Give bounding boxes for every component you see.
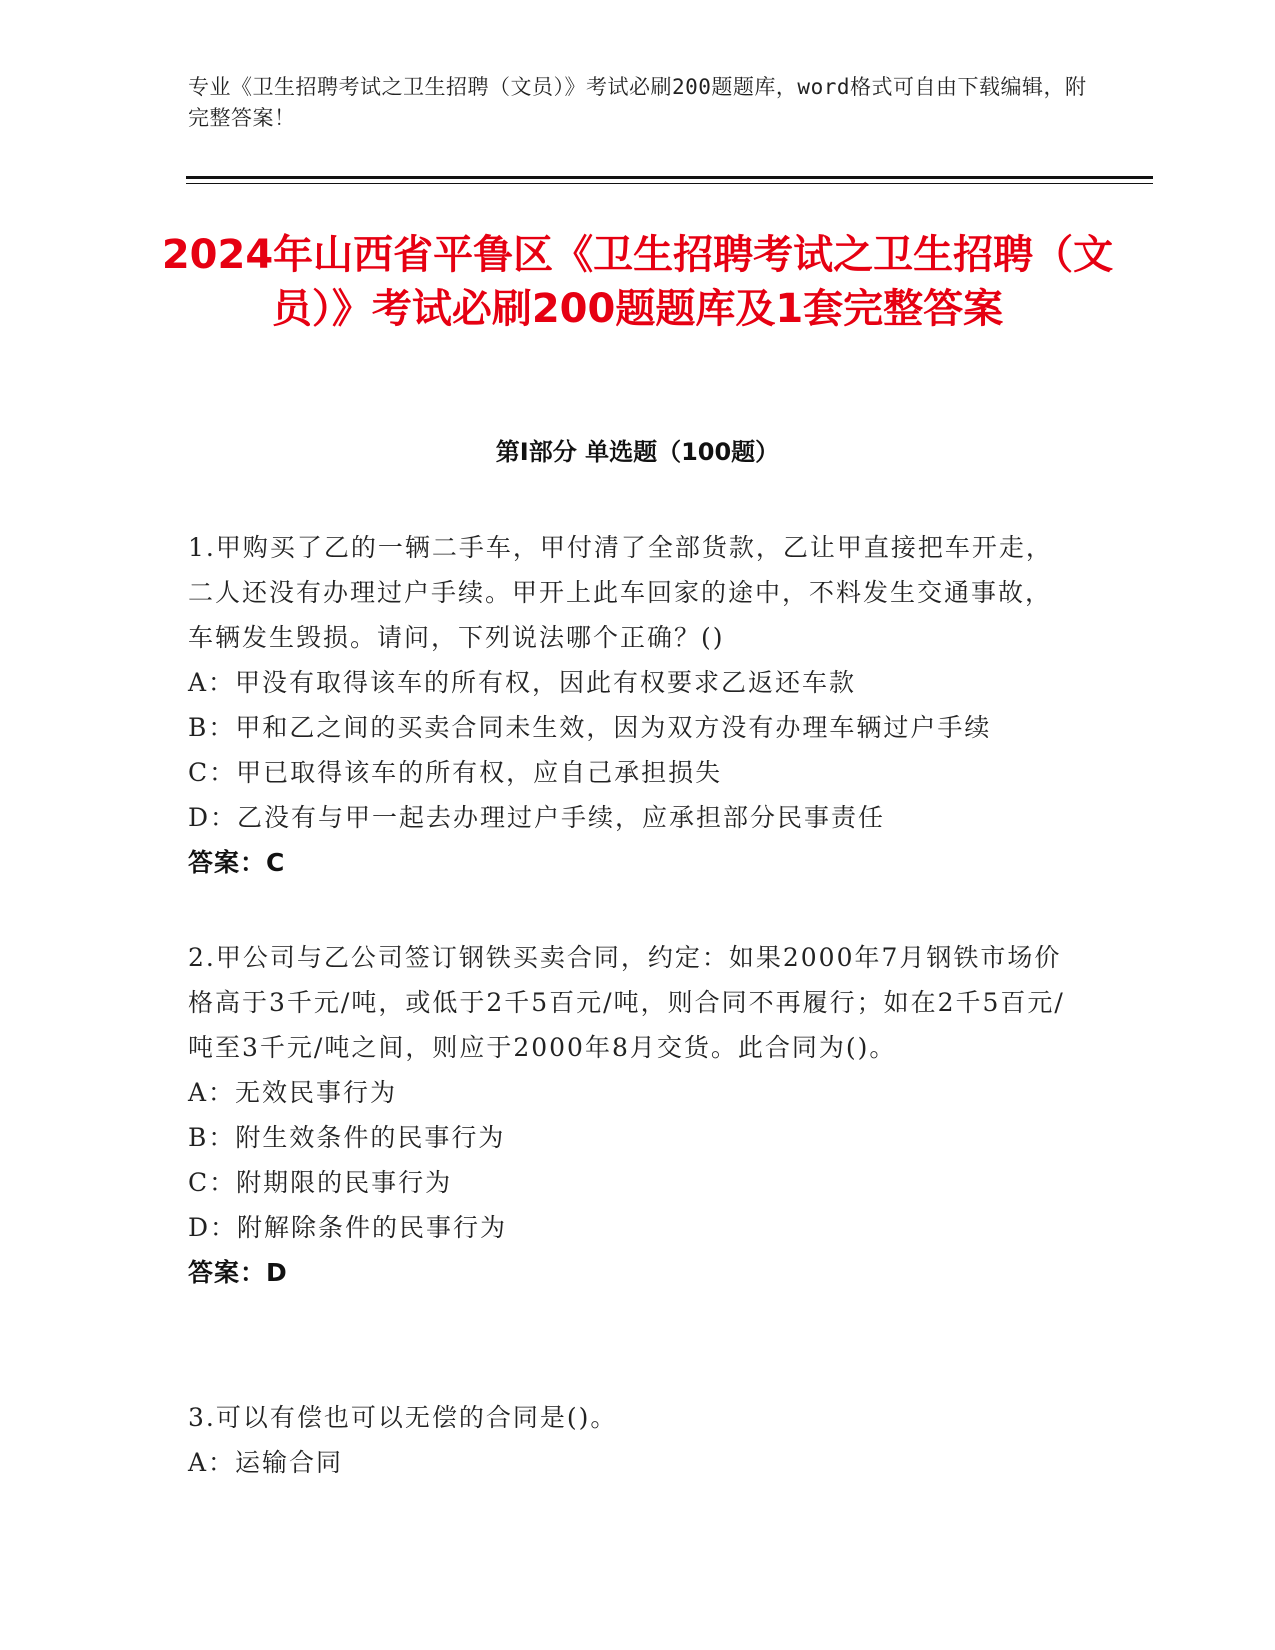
header-note: 专业《卫生招聘考试之卫生招聘（文员）》考试必刷200题题库，word格式可自由下载编辑，附完整答案！ [188, 75, 1087, 130]
question-2 [188, 935, 1068, 1295]
option-c: C：附期限的民事行为 [188, 1168, 453, 1197]
option-b: B：甲和乙之间的买卖合同未生效，因为双方没有办理车辆过户手续 [188, 713, 992, 742]
option-b: B：附生效条件的民事行为 [188, 1123, 506, 1152]
answer-line: 答案：C [188, 848, 286, 877]
option-d: D：附解除条件的民事行为 [188, 1213, 508, 1242]
option-d: D：乙没有与甲一起去办理过户手续，应承担部分民事责任 [188, 803, 886, 832]
option-a: A：甲没有取得该车的所有权，因此有权要求乙返还车款 [188, 668, 857, 697]
question-1 [188, 525, 1068, 885]
question-stem: 3.可以有偿也可以无偿的合同是()。 [188, 1403, 618, 1432]
option-a: A：运输合同 [188, 1448, 344, 1477]
answer-line: 答案：D [188, 1258, 288, 1287]
question-stem: 1.甲购买了乙的一辆二手车，甲付清了全部货款，乙让甲直接把车开走，二人还没有办理过户手续。甲开上此车回家的途中，不料发生交通事故，车辆发生毁损。请问，下列说法哪个正确？() [188, 533, 1053, 652]
question-3 [188, 1395, 1068, 1485]
header-divider-thin [186, 183, 1153, 184]
section-heading: 第Ⅰ部分 单选题（100题） [495, 438, 780, 466]
document-title: 2024年山西省平鲁区《卫生招聘考试之卫生招聘（文员）》考试必刷200题题库及1套完整答案 [161, 232, 1114, 332]
option-c: C：甲已取得该车的所有权，应自己承担损失 [188, 758, 723, 787]
question-stem: 2.甲公司与乙公司签订钢铁买卖合同，约定：如果2000年7月钢铁市场价格高于3千元/吨，或低于2千5百元/吨，则合同不再履行；如在2千5百元/吨至3千元/吨之间，则应于2000年8月交货。此合同为()。 [188, 943, 1065, 1062]
option-a: A：无效民事行为 [188, 1078, 398, 1107]
header-divider-thick [186, 176, 1153, 179]
